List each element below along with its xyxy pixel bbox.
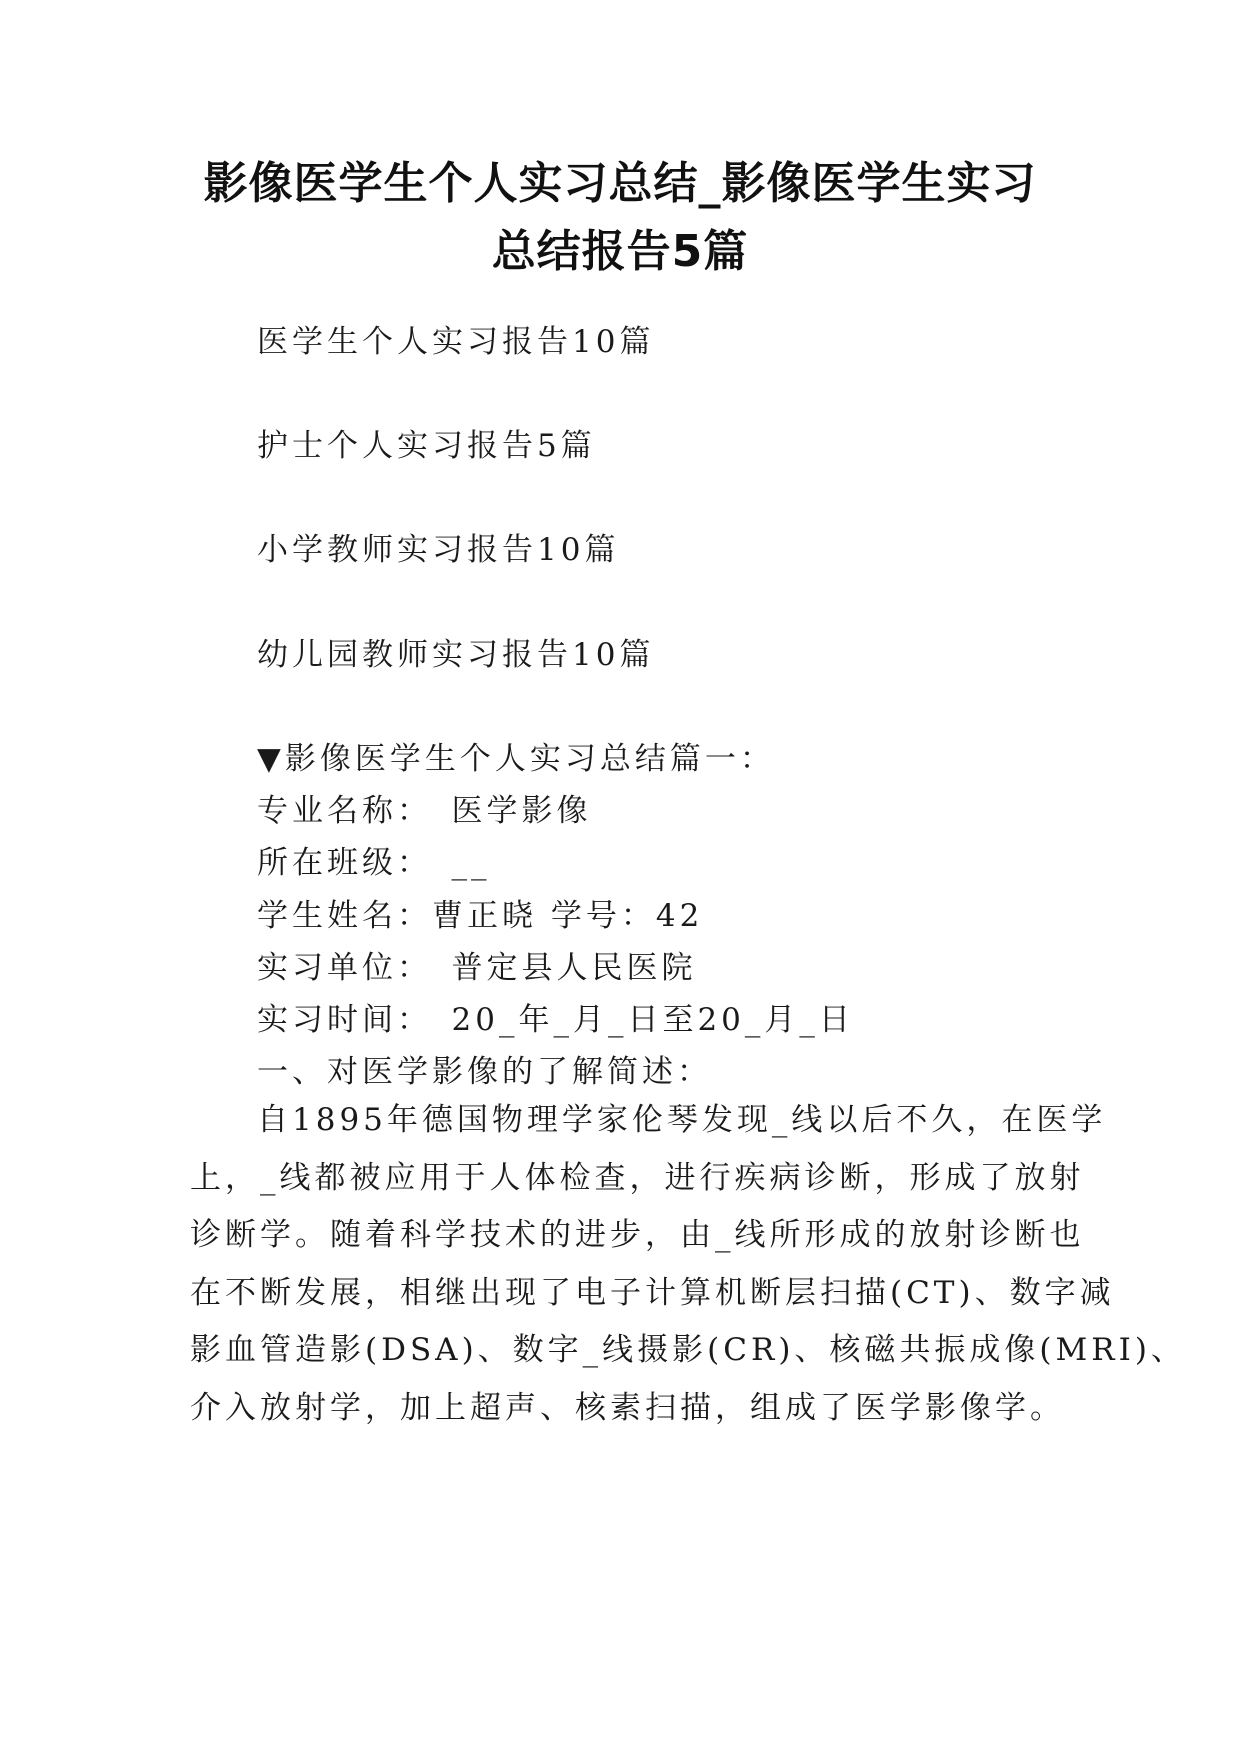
info-class: 所在班级： __ [257, 845, 491, 881]
related-link-nurse[interactable]: 护士个人实习报告5篇 [257, 428, 596, 464]
related-link-medical[interactable]: 医学生个人实习报告10篇 [257, 324, 655, 360]
section-heading: ▼影像医学生个人实习总结篇一： [257, 741, 775, 777]
related-link-primary-teacher[interactable]: 小学教师实习报告10篇 [257, 532, 620, 568]
paragraph-line: 在不断发展，相继出现了电子计算机断层扫描(CT)、数字减 [190, 1274, 1115, 1311]
title-line-2: 总结报告5篇 [491, 226, 749, 277]
document-title [150, 150, 1090, 286]
info-student: 学生姓名：曹正晓 学号：42 [257, 898, 704, 934]
paragraph-line: 介入放射学，加上超声、核素扫描，组成了医学影像学。 [190, 1389, 1065, 1426]
info-unit: 实习单位： 普定县人民医院 [257, 950, 697, 986]
related-link-kindergarten-teacher[interactable]: 幼儿园教师实习报告10篇 [257, 637, 655, 673]
info-time: 实习时间： 20_年_月_日至20_月_日 [257, 1002, 854, 1038]
body-paragraph [190, 1092, 1186, 1437]
paragraph-line: 诊断学。随着科学技术的进步，由_线所形成的放射诊断也 [190, 1217, 1085, 1253]
info-major: 专业名称： 医学影像 [257, 793, 592, 829]
subheading: 一、对医学影像的了解简述： [257, 1054, 712, 1090]
paragraph-line: 影血管造影(DSA)、数字_线摄影(CR)、核磁共振成像(MRI)、 [190, 1332, 1186, 1368]
paragraph-line: 上，_线都被应用于人体检查，进行疾病诊断，形成了放射 [190, 1159, 1085, 1196]
title-line-1: 影像医学生个人实习总结_影像医学生实习 [203, 158, 1037, 209]
paragraph-line: 自1895年德国物理学家伦琴发现_线以后不久，在医学 [257, 1102, 1107, 1138]
